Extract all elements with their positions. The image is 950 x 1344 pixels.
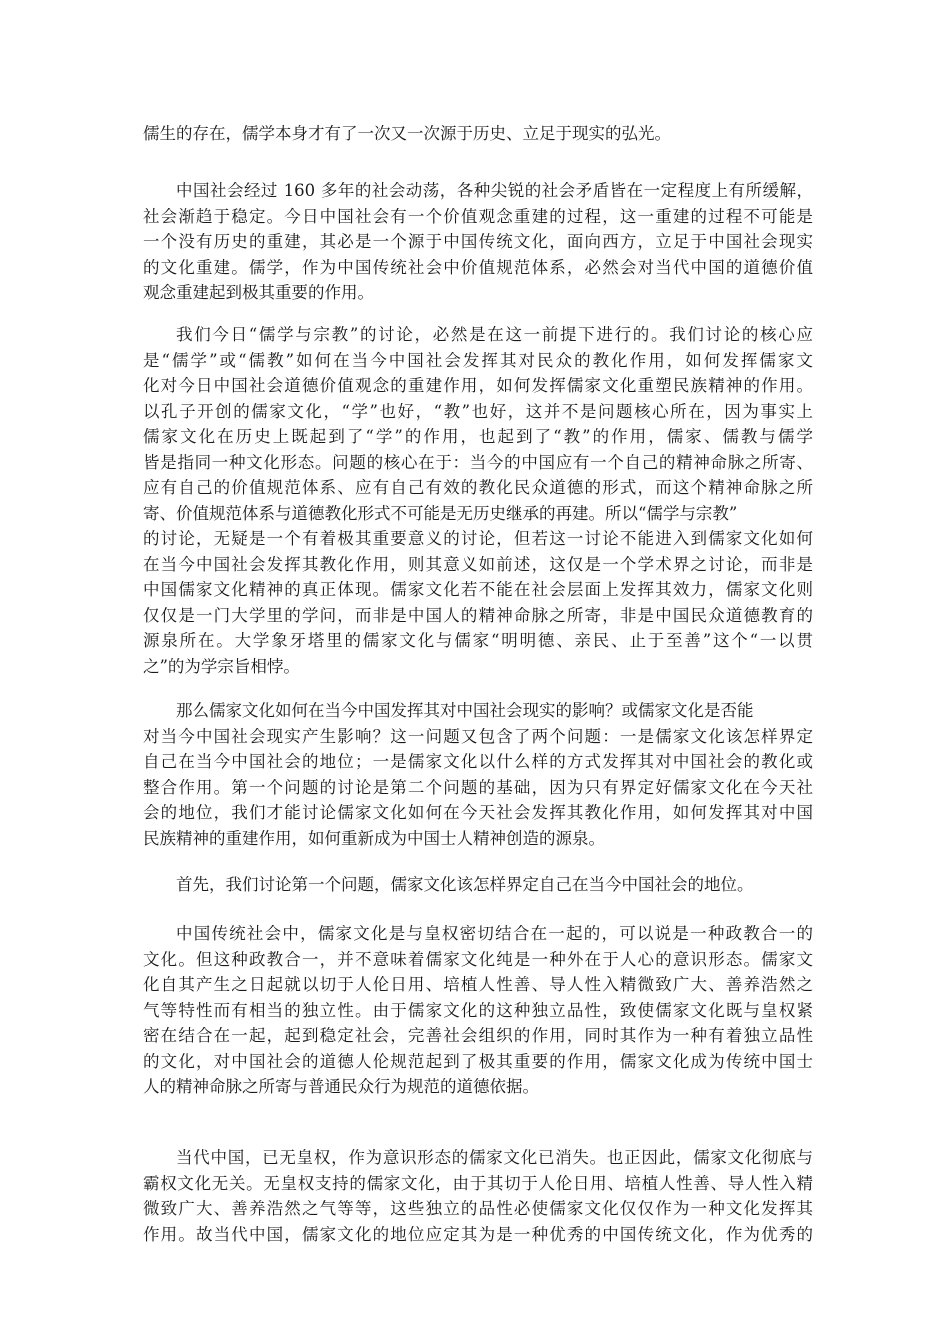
text-line: 化自其产生之日起就以切于人伦日用、培植人性善、导人性入精微致广大、善养浩然之 (143, 975, 813, 994)
paragraph (143, 121, 813, 147)
text-line: 的文化，对中国社会的道德人伦规范起到了极其重要的作用，儒家文化成为传统中国士 (143, 1051, 813, 1071)
paragraph (143, 921, 813, 1100)
text-line: 之”的为学宗旨相悖。 (143, 656, 300, 676)
text-line: 儒家文化在历史上既起到了“学”的作用，也起到了“教”的作用，儒家、儒教与儒学 (143, 427, 813, 446)
text-line: 的文化重建。儒学，作为中国传统社会中价值规范体系，必然会对当代中国的道德价值 (143, 257, 813, 277)
text-line: 密在结合在一起，起到稳定社会，完善社会组织的作用，同时其作为一种有着独立品性 (143, 1026, 813, 1045)
text-line: 的讨论，无疑是一个有着极其重要意义的讨论，但若这一讨论不能进入到儒家文化如何 (143, 529, 813, 548)
text-line: 霸权文化无关。无皇权支持的儒家文化，由于其切于人伦日用、培植人性善、导人性入精 (143, 1173, 813, 1193)
paragraph (143, 322, 813, 679)
text-line: 源泉所在。大学象牙塔里的儒家文化与儒家“明明德、亲民、止于至善”这个“一以贯 (143, 631, 813, 650)
text-line: 对当今中国社会现实产生影响？这一问题又包含了两个问题：一是儒家文化该怎样界定 (143, 726, 813, 746)
text-line: 仅仅是一门大学里的学问，而非是中国人的精神命脉之所寄，非是中国民众道德教育的 (143, 605, 813, 625)
text-line: 首先，我们讨论第一个问题，儒家文化该怎样界定自己在当今中国社会的地位。 (176, 875, 754, 894)
text-line: 儒生的存在，儒学本身才有了一次又一次源于历史、立足于现实的弘光。 (143, 124, 671, 143)
text-line: 自己在当今中国社会的地位；一是儒家文化以什么样的方式发挥其对中国社会的教化或 (143, 752, 813, 771)
text-line: 气等特性而有相当的独立性。由于儒家文化的这种独立品性，致使儒家文化既与皇权紧 (143, 1000, 813, 1020)
text-line: 人的精神命脉之所寄与普通民众行为规范的道德依据。 (143, 1077, 539, 1096)
text-line: 化对今日中国社会道德价值观念的重建作用，如何发挥儒家文化重塑民族精神的作用。 (143, 376, 813, 395)
text-line: 中国传统社会中，儒家文化是与皇权密切结合在一起的，可以说是一种政教合一的 (176, 924, 813, 943)
text-line: 皆是指同一种文化形态。问题的核心在于：当今的中国应有一个自己的精神命脉之所寄、 (143, 452, 813, 472)
text-line: 中国儒家文化精神的真正体现。儒家文化若不能在社会层面上发挥其效力，儒家文化则 (143, 580, 813, 599)
text-line: 那么儒家文化如何在当今中国发挥其对中国社会现实的影响？或儒家文化是否能 (176, 701, 754, 720)
text-line: 我们今日“儒学与宗教”的讨论，必然是在这一前提下进行的。我们讨论的核心应 (176, 325, 813, 344)
text-line: 以孔子开创的儒家文化，“学”也好，“教”也好，这并不是问题核心所在，因为事实上 (143, 401, 813, 421)
text-line: 社会渐趋于稳定。今日中国社会有一个价值观念重建的过程，这一重建的过程不可能是 (143, 206, 813, 226)
text-line: 作用。故当代中国，儒家文化的地位应定其为是一种优秀的中国传统文化，作为优秀的 (143, 1224, 813, 1244)
text-line: 观念重建起到极其重要的作用。 (143, 283, 374, 302)
text-line: 寄、价值规范体系与道德教化形式不可能是无历史继承的再建。所以“儒学与宗教” (143, 503, 738, 523)
text-line: 当代中国，已无皇权，作为意识形态的儒家文化已消失。也正因此，儒家文化彻底与 (176, 1148, 813, 1167)
text-line: 民族精神的重建作用，如何重新成为中国士人精神创造的源泉。 (143, 828, 605, 848)
text-line: 会的地位，我们才能讨论儒家文化如何在今天社会发挥其教化作用，如何发挥其对中国 (143, 803, 813, 822)
text-line: 是“儒学”或“儒教”如何在当今中国社会发挥其对民众的教化作用，如何发挥儒家文 (143, 350, 813, 370)
text-line: 微致广大、善养浩然之气等等，这些独立的品性必使儒家文化仅仅作为一种文化发挥其 (143, 1199, 813, 1218)
text-line: 中国社会经过 160 多年的社会动荡，各种尖锐的社会矛盾皆在一定程度上有所缓解， (176, 181, 813, 200)
paragraph (143, 872, 813, 898)
paragraph (143, 698, 813, 851)
text-line: 文化。但这种政教合一，并不意味着儒家文化纯是一种外在于人心的意识形态。儒家文 (143, 949, 813, 969)
text-line: 一个没有历史的重建，其必是一个源于中国传统文化，面向西方，立足于中国社会现实 (143, 232, 813, 251)
paragraph (143, 1145, 813, 1247)
paragraph (143, 178, 813, 306)
text-line: 在当今中国社会发挥其教化作用，则其意义如前述，这仅是一个学术界之讨论，而非是 (143, 554, 813, 574)
text-line: 整合作用。第一个问题的讨论是第二个问题的基础，因为只有界定好儒家文化在今天社 (143, 777, 813, 797)
text-line: 应有自己的价值规范体系、应有自己有效的教化民众道德的形式，而这个精神命脉之所 (143, 478, 813, 497)
